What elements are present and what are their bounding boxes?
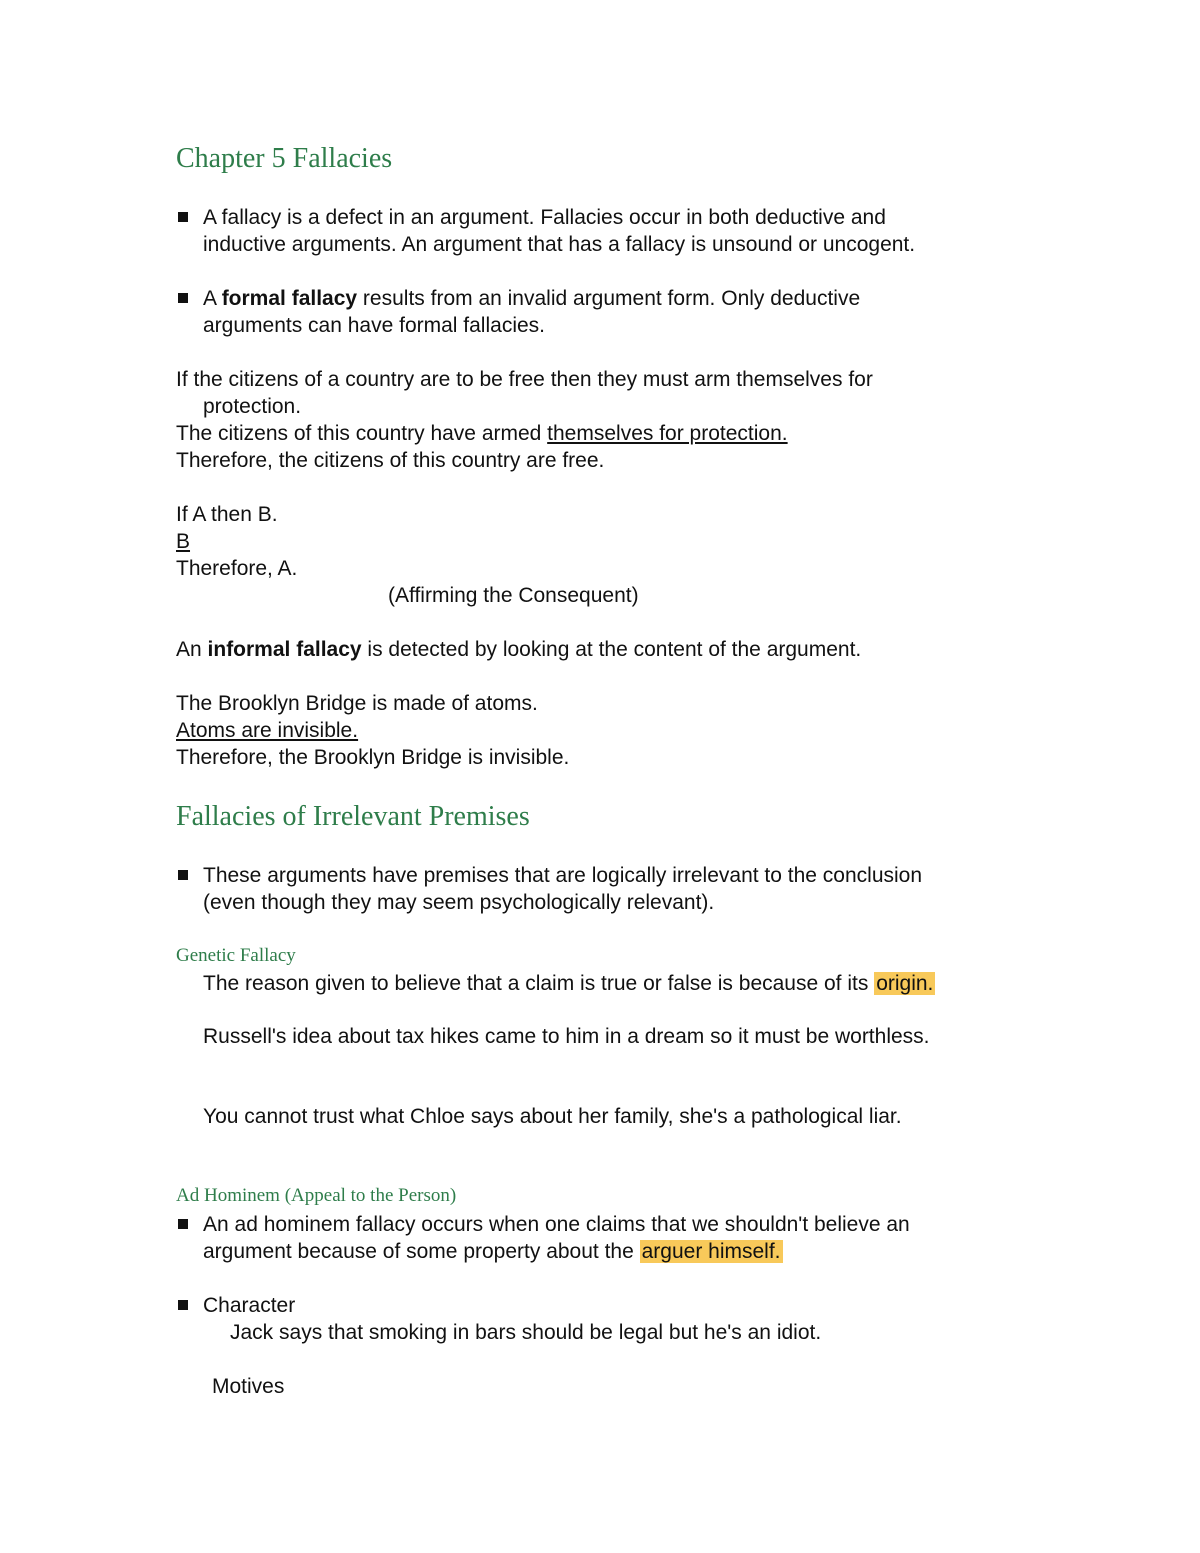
genetic-example-1: Russell's idea about tax hikes came to him in a dream so it must be worthless.	[203, 1025, 930, 1048]
motives-label: Motives	[212, 1375, 285, 1398]
example-2-line-1: The Brooklyn Bridge is made of atoms.	[176, 692, 538, 715]
form-line-3: Therefore, A.	[176, 557, 298, 580]
form-name: (Affirming the Consequent)	[388, 584, 639, 607]
highlight-arguer-himself: arguer himself.	[641, 1240, 781, 1263]
genetic-fallacy-heading: Genetic Fallacy	[176, 945, 296, 966]
bullet-square-icon	[178, 212, 188, 222]
bullet-square-icon	[178, 1300, 188, 1310]
bullet-2-line-2: arguments can have formal fallacies.	[203, 314, 545, 337]
bullet-square-icon	[178, 293, 188, 303]
section-title-irrelevant-premises: Fallacies of Irrelevant Premises	[176, 801, 530, 832]
character-example: Jack says that smoking in bars should be legal but he's an idiot.	[230, 1321, 822, 1344]
character-label: Character	[203, 1294, 296, 1317]
chapter-title: Chapter 5 Fallacies	[176, 143, 393, 174]
bullet-3-line-2: (even though they may seem psychologically relevant).	[203, 891, 715, 914]
bullet-square-icon	[178, 870, 188, 880]
informal-fallacy-definition: An informal fallacy is detected by looking at the content of the argument.	[176, 638, 862, 661]
form-line-2: B	[176, 530, 191, 553]
ad-hominem-line-2: argument because of some property about the arguer himself.	[203, 1240, 781, 1263]
example-2-line-3: Therefore, the Brooklyn Bridge is invisible.	[176, 746, 570, 769]
highlight-origin: origin.	[876, 972, 934, 995]
bullet-2-line-1: A formal fallacy results from an invalid argument form. Only deductive	[203, 287, 861, 310]
ad-hominem-heading: Ad Hominem (Appeal to the Person)	[176, 1185, 457, 1206]
example-1-line-1: If the citizens of a country are to be free then they must arm themselves for	[176, 368, 873, 391]
ad-hominem-line-1: An ad hominem fallacy occurs when one claims that we shouldn't believe an	[203, 1213, 910, 1236]
bullet-1-line-2: inductive arguments. An argument that has a fallacy is unsound or uncogent.	[203, 233, 916, 256]
form-line-1: If A then B.	[176, 503, 278, 526]
example-1-line-4: Therefore, the citizens of this country are free.	[176, 449, 605, 472]
example-2-line-2: Atoms are invisible.	[176, 719, 359, 742]
bullet-square-icon	[178, 1219, 188, 1229]
bullet-3-line-1: These arguments have premises that are logically irrelevant to the conclusion	[203, 864, 923, 887]
genetic-example-2: You cannot trust what Chloe says about her family, she's a pathological liar.	[203, 1105, 902, 1128]
example-1-line-2: protection.	[203, 395, 302, 418]
genetic-fallacy-definition: The reason given to believe that a claim is true or false is because of its origin.	[203, 972, 934, 995]
bullet-1-line-1: A fallacy is a defect in an argument. Fallacies occur in both deductive and	[203, 206, 886, 229]
example-1-line-3: The citizens of this country have armed themselves for protection.	[176, 422, 788, 445]
